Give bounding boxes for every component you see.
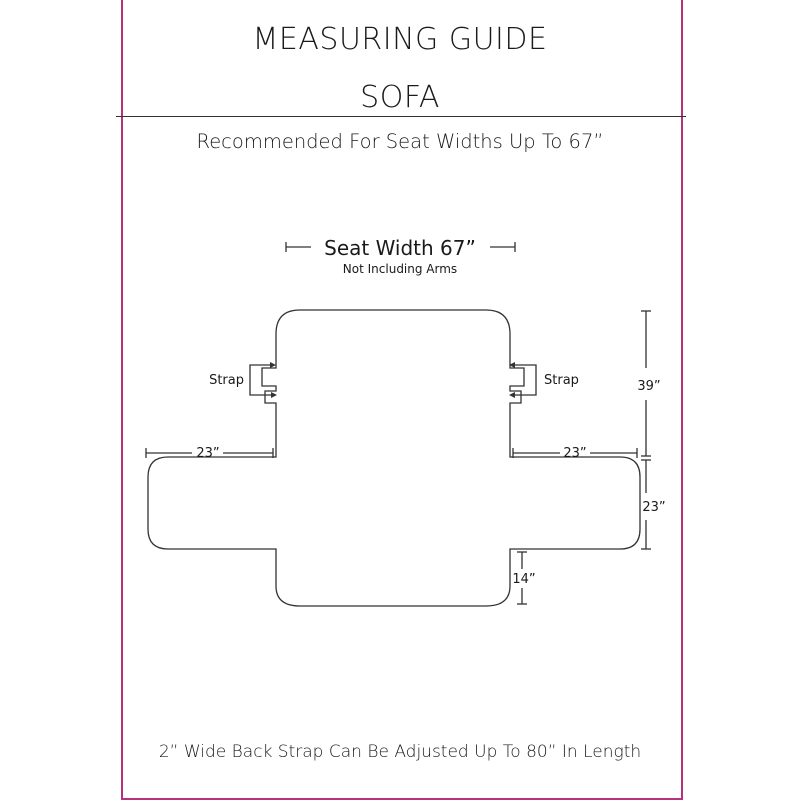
arm-left-width-label: 23” (196, 446, 220, 461)
strap-left-arrow-top (270, 362, 276, 368)
strap-note: 2” Wide Back Strap Can Be Adjusted Up To 80” In Length (158, 742, 642, 762)
arm-right-width-label: 23” (563, 446, 587, 461)
strap-left-arrow-bottom (271, 392, 277, 398)
recommendation-text: Recommended For Seat Widths Up To 67” (196, 130, 604, 153)
strap-left-label: Strap (209, 373, 244, 388)
seat-width-label: Seat Width 67” (324, 236, 476, 260)
seat-depth-label: 23” (642, 500, 666, 515)
front-drop-label: 14” (512, 572, 536, 587)
seat-width-note: Not Including Arms (342, 262, 458, 276)
strap-right-arrow-bottom (509, 392, 515, 398)
strap-right-label: Strap (544, 373, 579, 388)
page-title: MEASURING GUIDE (252, 22, 548, 57)
back-height-label: 39” (637, 379, 661, 394)
page-subtitle: SOFA (360, 80, 440, 115)
